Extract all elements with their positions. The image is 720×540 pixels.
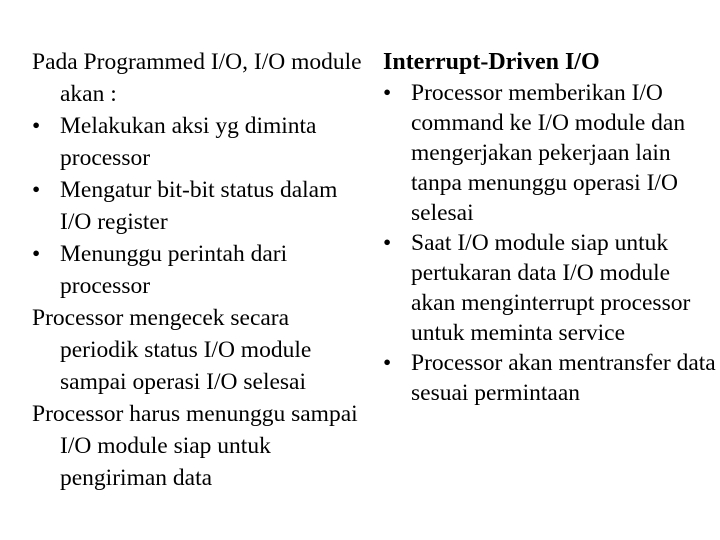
list-item-text: Processor memberikan I/O command ke I/O module dan mengerjakan pekerjaan lain tanpa menunggu operasi I/O selesai [411,80,686,226]
list-item [32,174,367,238]
bullet-icon: • [383,80,392,106]
list-item-text: Menunggu perintah dari processor [60,241,288,299]
interrupt-driven-io-heading: Interrupt-Driven I/O [383,49,600,75]
list-item-text: Saat I/O module siap untuk pertukaran data I/O module akan menginterrupt processor untuk meminta service [411,230,691,346]
interrupt-driven-io-list [383,78,720,408]
processor-polling-paragraph: Processor mengecek secara periodik status I/O module sampai operasi I/O selesai [32,305,312,395]
processor-waiting-paragraph: Processor harus menunggu sampai I/O module siap untuk pengiriman data [32,401,358,491]
interrupt-driven-io-column [383,46,720,408]
programmed-io-column [32,46,367,494]
list-item-text: Processor akan mentransfer data sesuai permintaan [411,350,716,406]
list-item-text: Melakukan aksi yg diminta processor [60,113,317,171]
programmed-io-intro: Pada Programmed I/O, I/O module akan : [32,49,362,107]
bullet-icon: • [32,177,41,203]
bullet-icon: • [32,241,41,267]
bullet-icon: • [32,113,41,139]
bullet-icon: • [383,350,392,376]
bullet-icon: • [383,230,392,256]
list-item-text: Mengatur bit-bit status dalam I/O register [60,177,338,235]
programmed-io-action-list [32,110,367,302]
list-item [32,110,367,174]
list-item [32,238,367,302]
list-item [383,348,720,408]
list-item [383,228,720,348]
list-item [383,78,720,228]
